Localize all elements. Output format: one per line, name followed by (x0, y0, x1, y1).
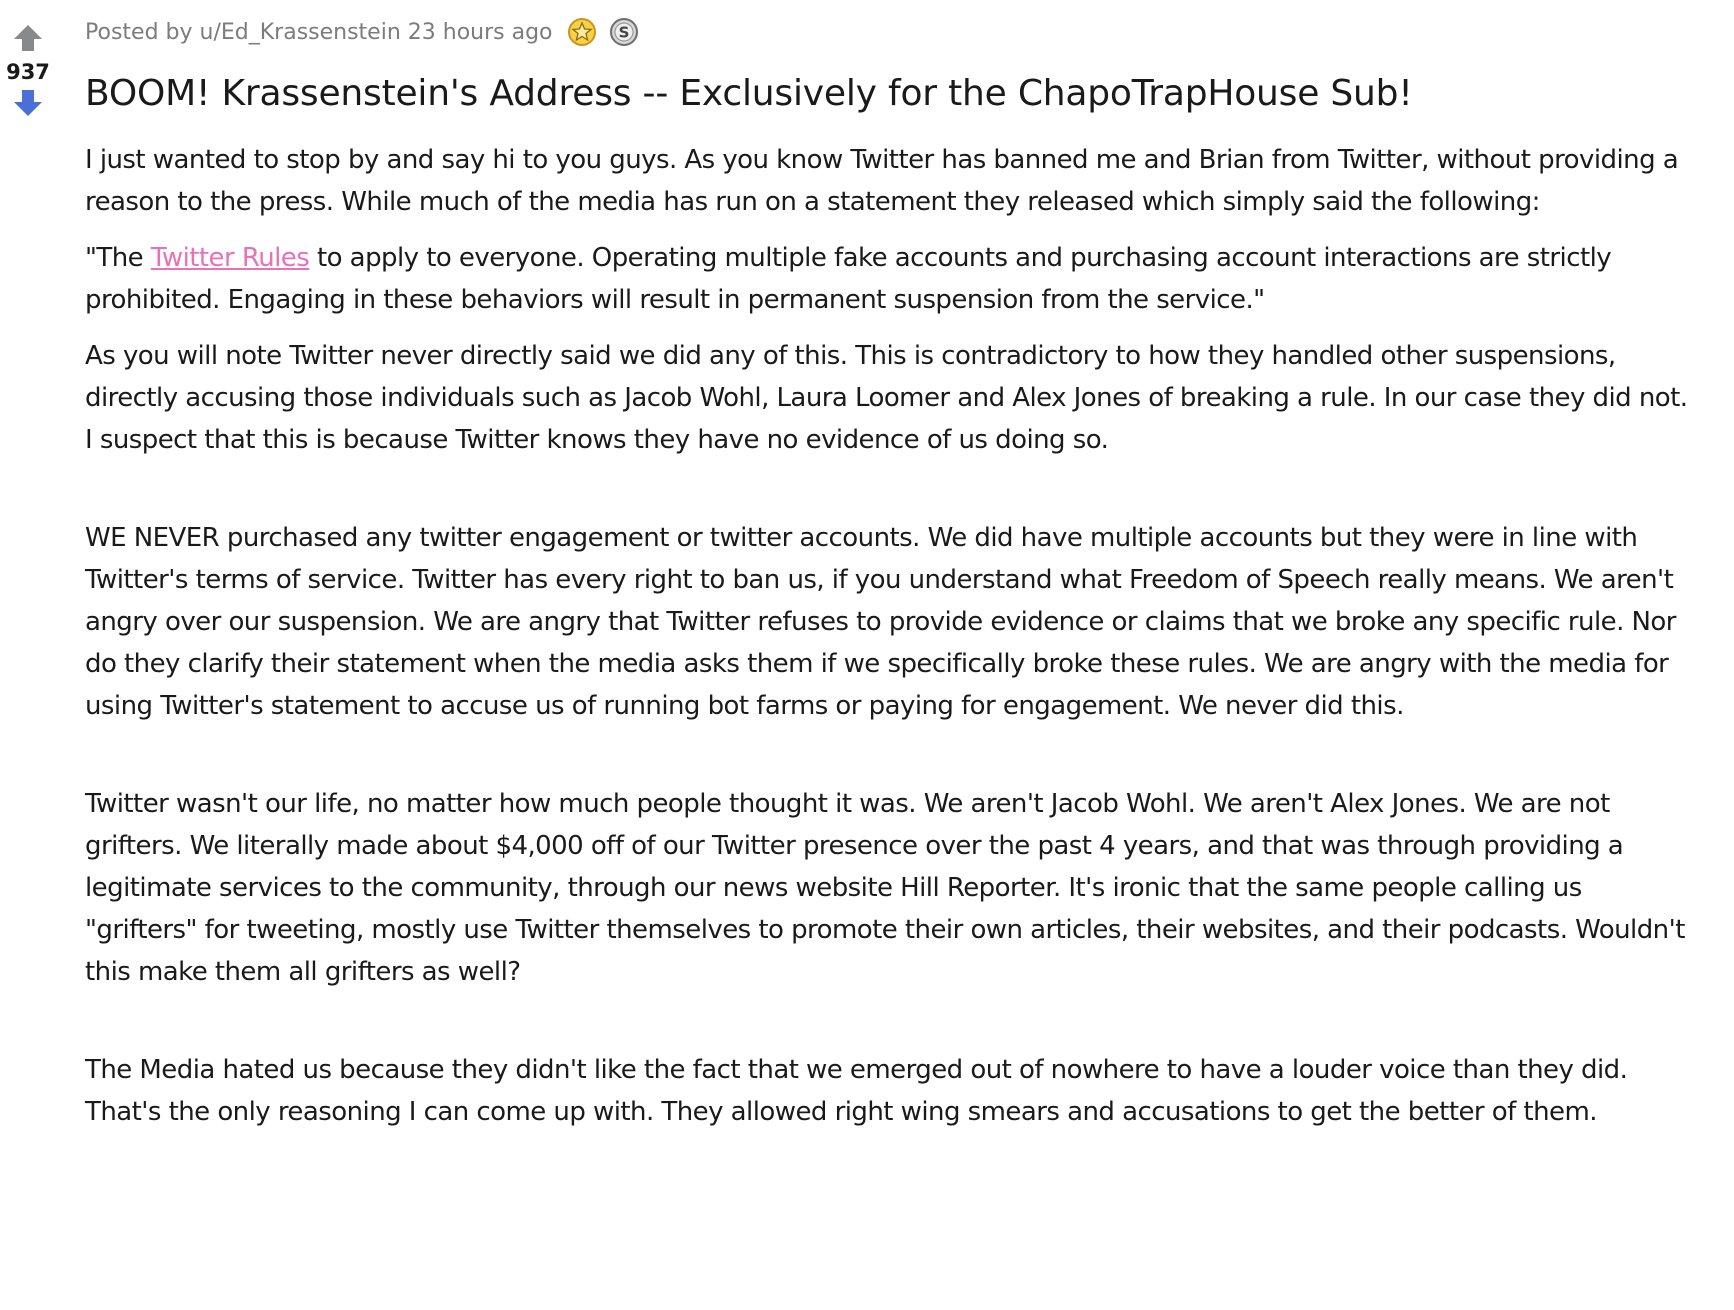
body-paragraph-2 (85, 237, 1700, 321)
body-paragraph-5: Twitter wasn't our life, no matter how much people thought it was. We aren't Jacob Wohl. We aren't Alex Jones. We are not grifters. We literally made about $4,000 off of our Twitter presence over the past 4 years, and that was through providing a legitimate services to the community, through our news website Hill Reporter. It's ironic that the same people calling us "grifters" for tweeting, mostly use Twitter themselves to promote their own articles, their websites, and their podcasts. Wouldn't this make them all grifters as well? (85, 789, 1685, 987)
vote-column (0, 0, 56, 121)
svg-text:S: S (618, 23, 629, 42)
body-paragraph-4: WE NEVER purchased any twitter engagement or twitter accounts. We did have multiple accounts but they were in line with Twitter's terms of service. Twitter has every right to ban us, if you understand what Freedom of Speech really means. We aren't angry over our suspension. We are angry that Twitter refuses to provide evidence or claims that we broke any specific rule. Nor do they clarify their statement when the media asks them if we specifically broke these rules. We are angry with the media for using Twitter's statement to accuse us of running bot farms or paying for engagement. We never did this. (85, 523, 1676, 721)
quote-rest-text: to apply to everyone. Operating multiple fake accounts and purchasing account interactions are strictly prohibited. Engaging in these behaviors will result in permanent suspension from the service." (85, 243, 1612, 315)
posted-by-label: Posted by (85, 19, 193, 45)
post-time: 23 hours ago (407, 19, 553, 45)
post-content (85, 0, 1700, 1147)
body-paragraph-3: As you will note Twitter never directly said we did any of this. This is contradictory to how they handled other suspensions, directly accusing those individuals such as Jacob Wohl, Laura Loomer and Alex Jones of breaking a rule. In our case they did not. I suspect that this is because Twitter knows they have no evidence of us doing so. (85, 341, 1688, 455)
silver-award-icon[interactable] (609, 17, 639, 47)
author-username-link[interactable]: u/Ed_Krassenstein (199, 19, 401, 45)
gold-star-award-icon[interactable] (567, 17, 597, 47)
post-title[interactable]: BOOM! Krassenstein's Address -- Exclusively for the ChapoTrapHouse Sub! (85, 73, 1413, 114)
quote-open-text: "The (85, 243, 151, 273)
post-meta (85, 17, 1700, 47)
vote-score: 937 (6, 60, 50, 84)
twitter-rules-link[interactable]: Twitter Rules (150, 243, 310, 273)
body-paragraph-6: The Media hated us because they didn't like the fact that we emerged out of nowhere to have a louder voice than they did. That's the only reasoning I can come up with. They allowed right wing smears and accusations to get the better of them. (85, 1055, 1628, 1127)
post-body (85, 139, 1700, 1133)
downvote-arrow-icon[interactable] (13, 89, 43, 121)
upvote-arrow-icon[interactable] (13, 24, 43, 56)
body-paragraph-1: I just wanted to stop by and say hi to you guys. As you know Twitter has banned me and Brian from Twitter, without providing a reason to the press. While much of the media has run on a statement they released which simply said the following: (85, 145, 1679, 217)
